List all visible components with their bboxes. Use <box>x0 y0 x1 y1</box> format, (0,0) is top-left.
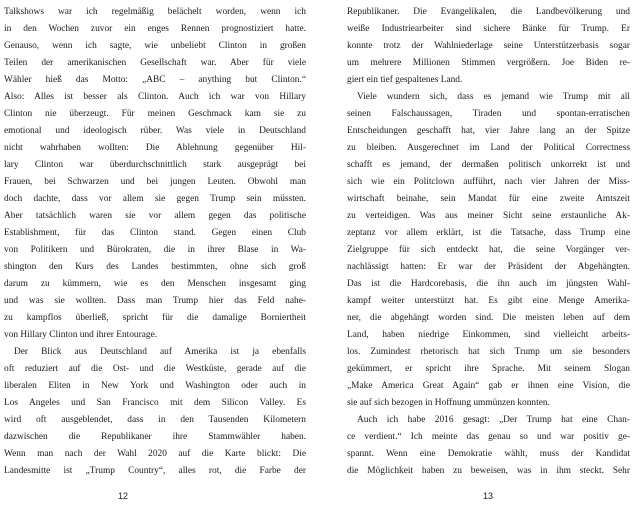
right-line-13: zu verteidigen. Was aus meiner Sicht seine erstaunliche Ak- <box>347 211 630 221</box>
right-line-23: „Make America Great Again“ gab er ihnen eine Vision, die <box>347 381 630 391</box>
left-line-25: wird oft ausgeblendet, dass in den Tausenden Kilometern <box>4 415 306 425</box>
left-line-27: Wenn man nach der Wahl 2020 auf die Karte blickt: Die <box>4 449 306 459</box>
left-line-5: Wähler hieß das Motto: „ABC – anything but Clinton.“ <box>4 75 306 85</box>
left-line-26: dazwischen die Republikaner ihre Stammwähler haben. <box>4 432 306 442</box>
right-line-4: um mehrere Millionen Stimmen vergrößern. Joe Biden re- <box>347 58 630 68</box>
left-line-6: Also: Alles ist besser als Clinton. Auch ich war von Hillary <box>4 92 306 102</box>
left-line-16: shington den Kurs des Landes bestimmten, ohne sich groß <box>4 262 306 272</box>
right-line-2: weiße Industriearbeiter sind sichere Bänke für Trump. Er <box>347 24 630 34</box>
right-line-19: ner, die abgehängt worden sind. Die meisten leben auf dem <box>347 313 630 323</box>
right-line-21: los. Zumindest rhetorisch hat sich Trump um sie besonders <box>347 347 630 357</box>
right-line-6: Viele wundern sich, dass es jemand wie Trump mit all <box>357 92 630 102</box>
right-line-15: Zielgruppe für sich entdeckt hat, die seine Vorgänger ver- <box>347 245 630 255</box>
left-line-15: von Politikern und Bürokraten, die in ihrer Blase in Wa- <box>4 245 306 255</box>
left-line-24: Los Angeles und San Francisco mit dem Silicon Valley. Es <box>4 398 306 408</box>
right-line-18: kampf weiter unterstützt hat. Es gibt eine Menge Amerika- <box>347 296 630 306</box>
right-line-20: Land, haben niedrige Einkommen, sind vielleicht arbeits- <box>347 330 630 340</box>
left-line-14: Establishment, für das Clinton stand. Gegen einen Club <box>4 228 306 238</box>
left-line-21: Der Blick aus Deutschland auf Amerika ist ja ebenfalls <box>14 347 306 357</box>
left-line-7: Clinton nie überzeugt. Für meinen Geschmack kam sie zu <box>4 109 306 119</box>
left-line-20: von Hillary Clinton und ihrer Entourage. <box>4 330 158 340</box>
right-line-16: nachlässigt hatten: Er war der Präsident der Abgehängten. <box>347 262 630 272</box>
left-page-number: 12 <box>118 491 129 501</box>
left-line-10: lary Clinton war überdurchschnittlich stark ausgeprägt bei <box>4 160 306 170</box>
right-line-5: giert ein tief gespaltenes Land. <box>347 75 463 85</box>
left-line-23: liberalen Eliten in New York und Washington oder auch in <box>4 381 306 391</box>
right-line-7: seinen Falschaussagen, Tiraden und spontan-erratischen <box>347 109 630 119</box>
left-line-12: doch dachte, dass vor allem sie gegen Trump sein müssten. <box>4 194 306 204</box>
right-line-11: sich wie ein Politclown aufführt, nach vier Jahren der Miss- <box>347 177 630 187</box>
right-line-14: zeptanz vor allem erklärt, ist die Tatsache, dass Trump eine <box>347 228 630 238</box>
left-line-18: und was sie wollten. Dass man Trump hier das Feld nahe- <box>4 296 306 306</box>
right-line-28: die Möglichkeit haben zu beweisen, was in ihm steckt. Sehr <box>347 466 630 476</box>
left-line-1: Talkshows war ich regelmäßig belächelt worden, wenn ich <box>4 7 306 17</box>
right-line-12: wirtschaft beinahe, sein Mandat für eine zweite Amtszeit <box>347 194 630 204</box>
left-line-9: nicht wahrhaben wollten: Die Ablehnung gegenüber Hil- <box>4 143 306 153</box>
left-line-22: oft reduziert auf die Ost- und die Westküste, gerade auf die <box>4 364 306 374</box>
left-line-4: Teilen der amerikanischen Gesellschaft war. Aber für viele <box>4 58 306 68</box>
right-line-17: Das ist die Hardcorebasis, die ihn auch im jüngsten Wahl- <box>347 279 630 289</box>
right-line-8: Entscheidungen geschafft hat, vier Jahre lang an der Spitze <box>347 126 630 136</box>
right-line-26: ce verdient.“ Ich meinte das genau so und war positiv ge- <box>347 432 630 442</box>
right-line-9: zu bleiben. Ausgerechnet im Land der Political Correctness <box>347 143 630 153</box>
left-line-3: Genauso, wenn ich sagte, wie unbeliebt Clinton in großen <box>4 41 306 51</box>
left-line-17: darum zu kümmern, wie es den Menschen insgesamt ging <box>4 279 306 289</box>
right-line-24: sie auf sich bezogen in Hoffnung ummünzen konnten. <box>347 398 550 408</box>
left-line-28: Landesmitte ist „Trump Country“, alles rot, die Farbe der <box>4 466 306 476</box>
right-line-22: gekümmert, er spricht ihre Sprache. Mit seinem Slogan <box>347 364 630 374</box>
left-line-11: Frauen, bei Schwarzen und bei jungen Leuten. Obwohl man <box>4 177 306 187</box>
left-line-19: zu kampflos überließ, spricht für die damalige Borniertheit <box>4 313 306 323</box>
right-line-25: Auch ich habe 2016 gesagt: „Der Trump hat eine Chan- <box>357 415 630 425</box>
right-line-27: spannt. Wenn eine Demokratie wählt, muss der Kandidat <box>347 449 630 459</box>
left-line-13: Aber tatsächlich waren sie vor allem gegen das politische <box>4 211 306 221</box>
left-line-2: in den Wochen zuvor ein enges Rennen prognostiziert hatte. <box>4 24 306 34</box>
right-line-1: Republikaner. Die Evangelikalen, die Landbevölkerung und <box>347 7 630 17</box>
right-line-10: schafft es jemand, der dermaßen politisch unkorrekt ist und <box>347 160 630 170</box>
right-page-number: 13 <box>483 491 494 501</box>
right-line-3: konnte trotz der Wahlniederlage seine Unterstützerbasis sogar <box>347 41 630 51</box>
left-line-8: emotional und ideologisch rüber. Was viele in Deutschland <box>4 126 306 136</box>
